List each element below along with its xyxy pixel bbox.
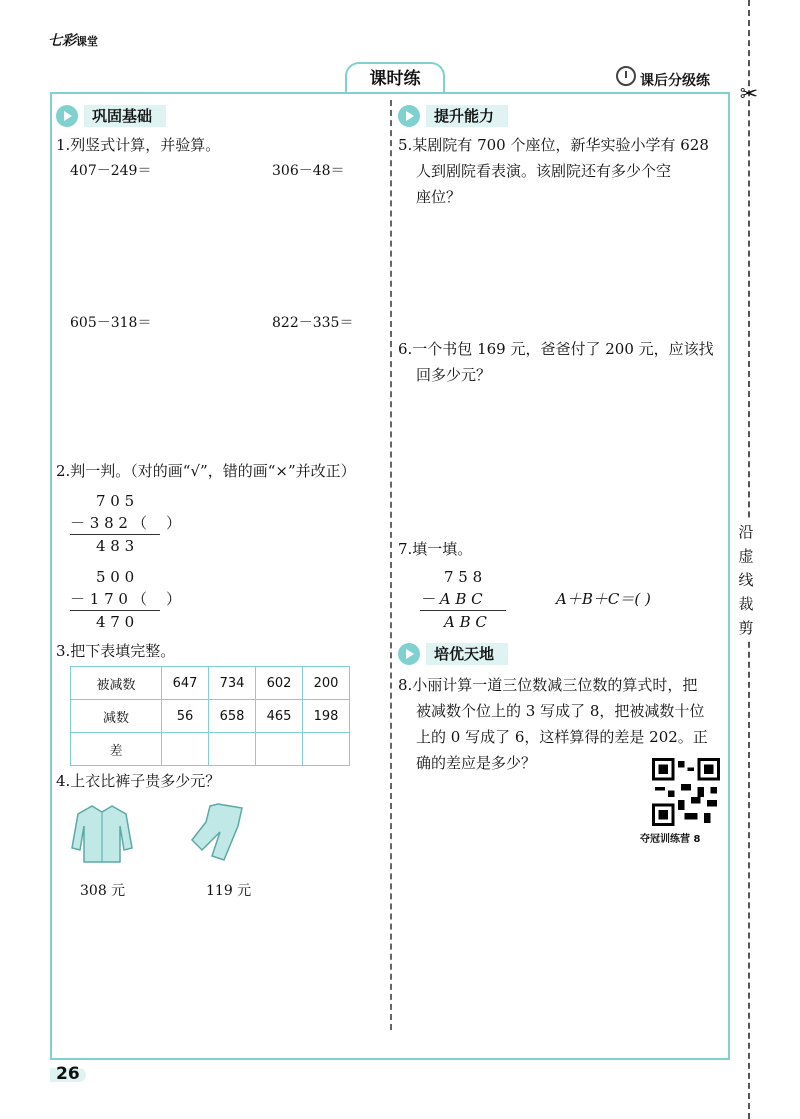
question-2: 2.判一判。（对的画“√”，错的画“×”并改正） [56,462,356,480]
question-4: 4.上衣比裤子贵多少元？ [56,772,221,790]
page-number: 26 [56,1064,80,1084]
fill-table [70,666,350,766]
calc-item: 306－48＝ [272,163,345,179]
calc-item: 822－335＝ [272,315,354,331]
column-divider [390,100,392,1030]
question-3: 3.把下表填完整。 [56,642,176,660]
qr-code-icon[interactable] [652,758,720,826]
brand-logo: 七彩课堂 [48,33,98,49]
question-6: 6.一个书包 169 元，爸爸付了 200 元，应该找 回多少元？ [398,340,714,384]
play-icon [398,105,420,127]
section-basic: 巩固基础 [56,104,166,128]
question-8: 8.小丽计算一道三位数减三位数的算式时，把 被减数个位上的 3 写成了 8，把被减数十位 上的 0 写成了 6，这样算得的差是 202。正 确的差应是多少？ [398,676,708,772]
shirt-price: 308 元 [80,883,126,899]
scissors-icon: ✂ [739,82,759,107]
cut-label: 沿 虚 线 裁 剪 [732,520,760,640]
shirt-icon [70,802,134,864]
page-title: 课时练 [345,62,445,94]
play-icon [56,105,78,127]
play-icon [398,643,420,665]
pants-icon [180,800,246,866]
qr-caption: 夺冠训练营 8 [640,834,701,845]
calc-item: 407－249＝ [70,163,152,179]
pants-price: 119 元 [206,883,252,899]
question-7: 7.填一填。 [398,540,473,558]
question-1: 1.列竖式计算，并验算。 [56,136,221,154]
vertical-calc-a: 7 0 5 － 3 8 2 （ ） 4 8 3 [70,492,182,555]
table-row: 差 [71,733,350,766]
calc-item: 605－318＝ [70,315,152,331]
question-5: 5.某剧院有 700 个座位，新华实验小学有 628 人到剧院看表演。该剧院还有多少个空 座位？ [398,136,709,206]
abc-equation: A＋B＋C＝( ) [556,590,651,608]
vertical-calc-b: 5 0 0 － 1 7 0 （ ） 4 7 0 [70,568,182,631]
table-row: 减数 56 658 465 198 [71,700,350,733]
section-advanced: 培优天地 [398,642,508,666]
section-improve: 提升能力 [398,104,508,128]
page-subtitle: 课后分级练 [640,73,710,89]
table-row: 被减数 647 734 602 200 [71,667,350,700]
clock-icon [616,66,636,86]
vertical-calc-abc: 7 5 8 － A B C A B C [420,566,506,633]
